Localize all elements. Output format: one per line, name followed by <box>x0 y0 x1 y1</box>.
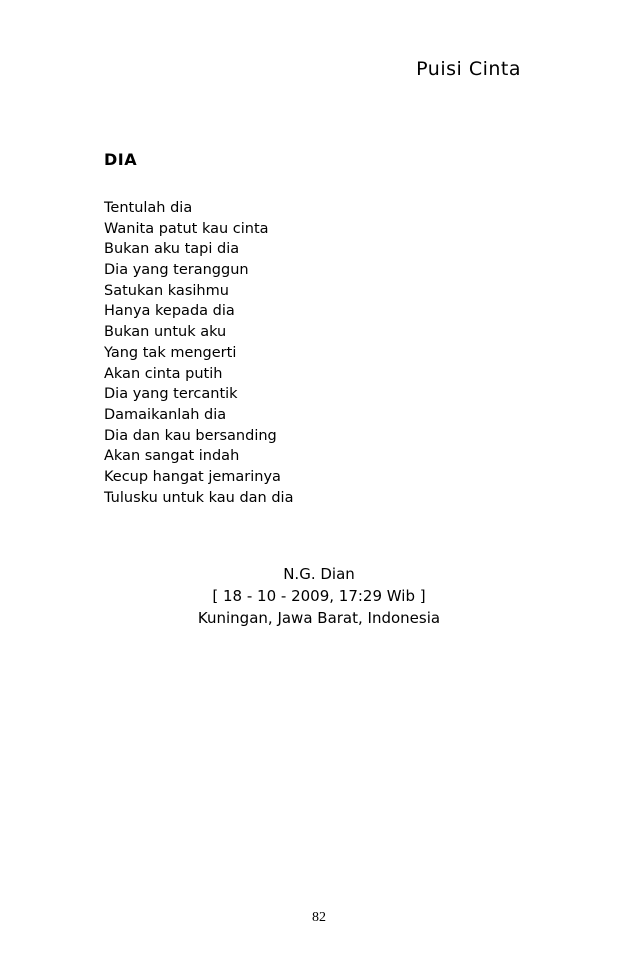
poem-line: Akan sangat indah <box>104 448 240 465</box>
poem-line: Dia yang teranggun <box>104 262 249 279</box>
poem-line: Bukan untuk aku <box>104 324 227 341</box>
poem-line: Bukan aku tapi dia <box>104 241 240 258</box>
poem-line: Tulusku untuk kau dan dia <box>104 489 294 506</box>
poem-line: Yang tak mengerti <box>104 344 237 361</box>
poem-line: Wanita patut kau cinta <box>104 220 269 237</box>
poem-line: Damaikanlah dia <box>104 406 227 423</box>
poem-line: Dia dan kau bersanding <box>104 427 277 444</box>
poem-signature <box>104 563 534 629</box>
poem-title: DIA <box>104 150 138 169</box>
poem-line: Kecup hangat jemarinya <box>104 468 281 485</box>
author-name: N.G. Dian <box>283 565 355 583</box>
composition-datetime: [ 18 - 10 - 2009, 17:29 Wib ] <box>212 587 426 605</box>
poem-body <box>104 198 293 508</box>
page-number: 82 <box>312 910 326 925</box>
running-header-title: Puisi Cinta <box>416 58 521 80</box>
poem-line: Tentulah dia <box>104 200 193 216</box>
poem-line: Hanya kepada dia <box>104 303 235 320</box>
poem-line: Akan cinta putih <box>104 365 223 382</box>
composition-place: Kuningan, Jawa Barat, Indonesia <box>197 609 441 627</box>
poem-line: Satukan kasihmu <box>104 282 229 299</box>
poem-line: Dia yang tercantik <box>104 386 238 403</box>
